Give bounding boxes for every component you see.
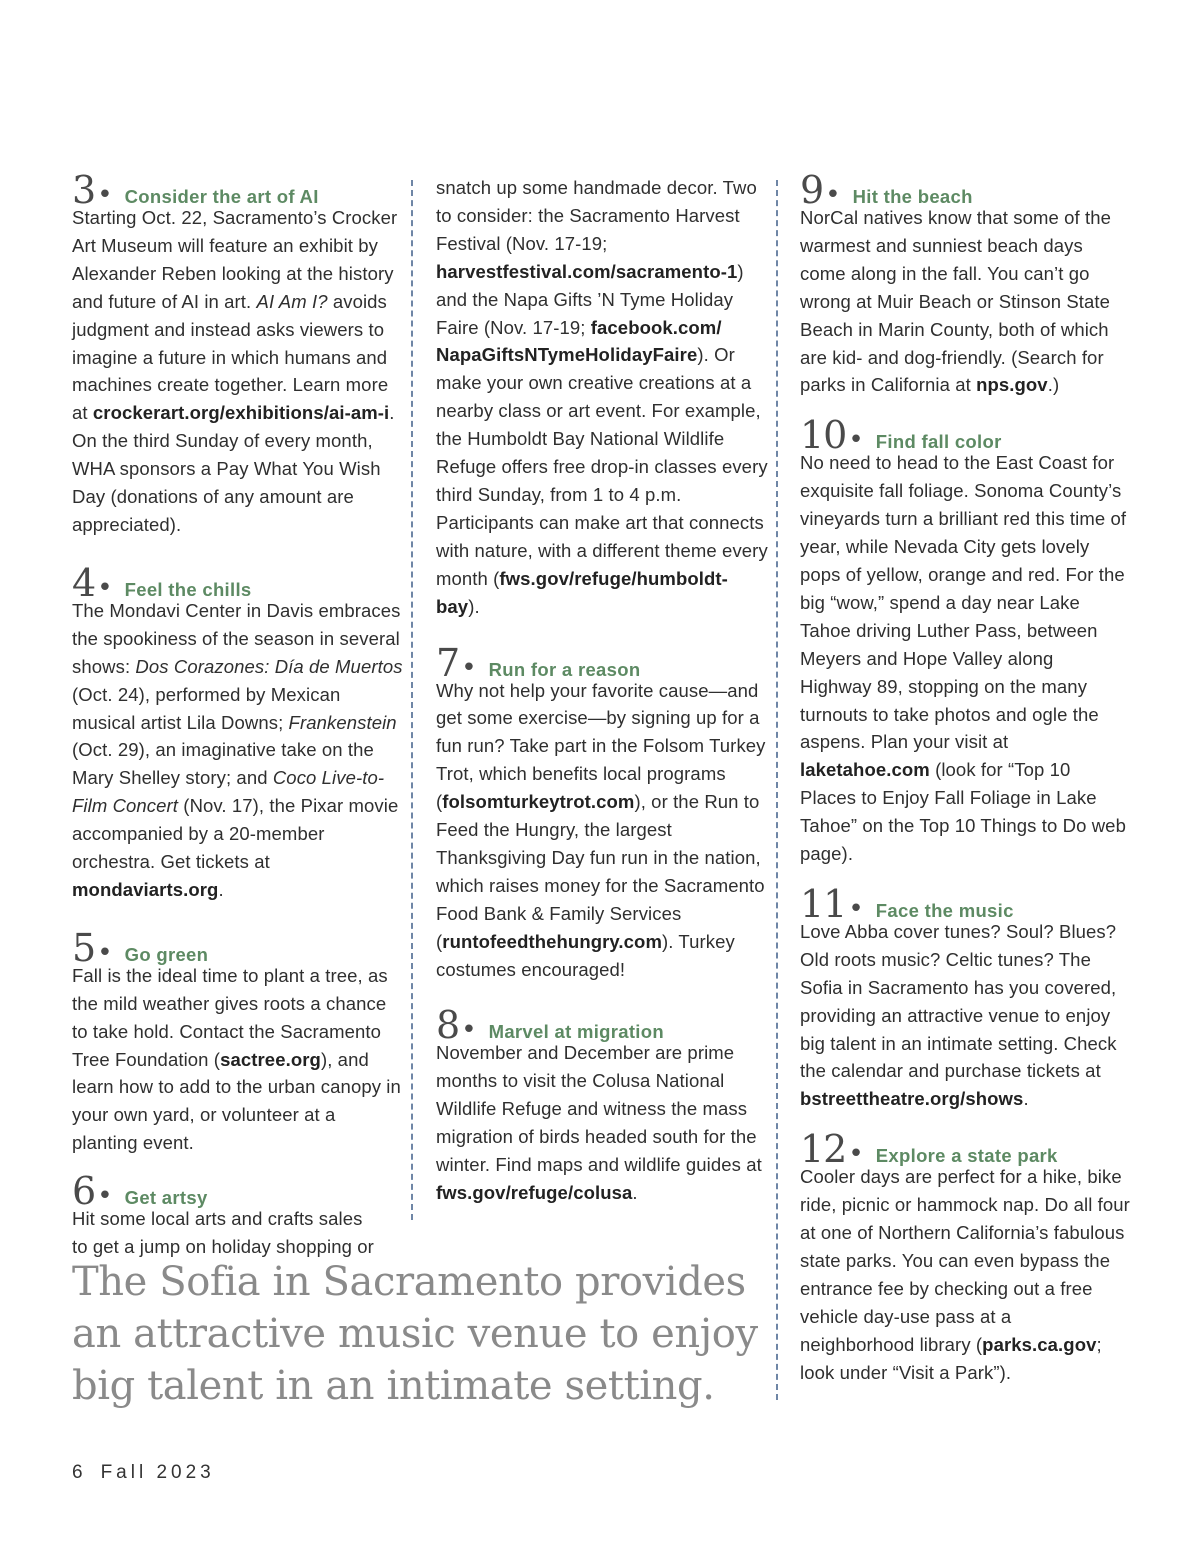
body-text: (Oct. 24), performed by Mexican musical artist Lila Downs; <box>72 683 341 733</box>
item-number: 12 <box>800 1127 847 1172</box>
column-3 <box>800 170 1130 1387</box>
web-link[interactable]: sactree.org <box>220 1048 321 1070</box>
body-text: Cooler days are perfect for a hike, bike ride, picnic or hammock nap. Do all four at one of Northern California’s fabulous state parks. You can even bypass the entrance fee by checking out a free vehicle day-use pass at a neighborhood library ( <box>800 1166 1130 1355</box>
web-link[interactable]: harvestfestival.com/sacramento-1 <box>436 260 738 282</box>
web-link[interactable]: laketahoe.com <box>800 759 930 781</box>
number-dot: • <box>848 1139 864 1170</box>
body-text: NorCal natives know that some of the warmest and sunniest beach days come along in the fall. You can’t go wrong at Muir Beach or Stinson State Beach in Marin County, both of which are kid- and dog-friendly. (Search for parks in California at <box>800 207 1112 396</box>
body-text: . <box>1023 1088 1029 1110</box>
show-title: Frankenstein <box>288 711 397 733</box>
number-dot: • <box>97 1181 113 1212</box>
item-12 <box>800 1129 1130 1386</box>
number-dot: • <box>848 425 864 456</box>
web-link[interactable]: runtofeedthehungry.com <box>442 930 663 952</box>
number-dot: • <box>97 572 113 603</box>
item-number: 9 <box>800 168 824 212</box>
item-4 <box>72 560 404 904</box>
item-body <box>72 597 404 904</box>
body-text: . <box>632 1182 638 1203</box>
body-text: (Nov. 17), the Pixar movie accompanied by a 20-member orchestra. Get tickets at <box>72 795 399 873</box>
body-text: .) <box>1047 374 1060 396</box>
item-body-start: Hit some local arts and crafts sales to get a jump on holiday shopping or <box>72 1208 374 1258</box>
item-body <box>72 204 404 539</box>
item-title: Run for a reason <box>488 658 641 680</box>
web-link[interactable]: fws.gov/refuge/colusa <box>436 1182 633 1203</box>
item-number: 8 <box>436 1003 460 1048</box>
number-dot: • <box>97 180 113 210</box>
item-body <box>436 1039 768 1206</box>
item-3 <box>72 170 404 539</box>
item-number: 4 <box>72 560 96 605</box>
body-text: ; look under “Visit a Park”). <box>800 1333 1102 1383</box>
body-text: November and December are prime months to visit the Colusa National Wildlife Refuge and witness the mass migration of birds headed south for the winter. Find maps and wildlife guides at <box>436 1042 762 1176</box>
item-title: Feel the chills <box>124 578 252 600</box>
column-divider <box>776 180 778 1400</box>
body-text: Why not help your favorite cause—and get some exercise—by signing up for a fun run? Take part in the Folsom Turkey Trot, which benefits local programs ( <box>436 679 766 813</box>
web-link[interactable]: parks.ca.gov <box>982 1333 1097 1355</box>
item-title: Marvel at migration <box>488 1021 664 1043</box>
item-9 <box>800 170 1130 399</box>
number-dot: • <box>825 180 841 210</box>
page-footer <box>72 1462 215 1484</box>
item-6-continued <box>436 174 768 621</box>
item-title: Get artsy <box>124 1187 208 1209</box>
body-text: Love Abba cover tunes? Soul? Blues? Old roots music? Celtic tunes? The Sofia in Sacramento has you covered, providing an attractive venue to enjoy big talent in an intimate setting. Check the calendar and purchase tickets at <box>800 920 1117 1082</box>
body-text: No need to head to the East Coast for exquisite fall foliage. Sonoma County’s vineyards turn a brilliant red this time of year, while Nevada City gets lovely pops of yellow, orange and red. For the big “wow,” spend a day near Lake Tahoe driving Luther Pass, between Meyers and Hope Valley along Highway 89, stopping on the many turnouts to take photos and ogle the aspens. Plan your visit at <box>800 452 1127 753</box>
item-8 <box>436 1005 768 1206</box>
issue-label: Fall 2023 <box>100 1462 215 1483</box>
show-title: Coco Live-to-Film Concert <box>72 767 385 817</box>
number-dot: • <box>461 652 477 683</box>
body-text: Fall is the ideal time to plant a tree, as the mild weather gives roots a chance to take hold. Contact the Sacramento Tree Foundation ( <box>72 964 388 1070</box>
item-number: 5 <box>72 925 96 970</box>
web-link[interactable]: facebook.com/ NapaGiftsNTymeHolidayFaire <box>436 316 722 366</box>
item-body: snatch up some handmade decor. Two to consider: the Sacramento Harvest Festival (Nov. 17-19; harvestfestival.com/sacramento-1) and the Napa Gifts ’N Tyme Holiday Faire (Nov. 17-19; facebook.com/ NapaGiftsNTymeHolidayFaire). Or make your own creative creations at a nearby class or art event. For example, the Humboldt Bay National Wildlife Refuge offers free drop-in classes every third Sunday, from 1 to 4 p.m. Participants can make art that connects with nature, with a different theme every month (fws.gov/refuge/humboldt-bay). <box>436 177 768 617</box>
number-dot: • <box>848 893 864 924</box>
item-title: Find fall color <box>875 431 1002 453</box>
item-number: 7 <box>436 640 460 685</box>
item-10 <box>800 415 1130 868</box>
web-link[interactable]: nps.gov <box>976 374 1048 396</box>
exhibit-title: AI Am I? <box>256 290 328 312</box>
column-1 <box>72 170 404 1261</box>
item-number: 3 <box>72 168 96 212</box>
item-title: Face the music <box>875 899 1014 921</box>
body-text: (look for “Top 10 Places to Enjoy Fall Foliage in Lake Tahoe” on the Top 10 Things to Do web page). <box>800 759 1126 865</box>
item-11 <box>800 881 1130 1113</box>
body-text: avoids judgment and instead asks viewers to imagine a future in which humans and machines create together. Learn more at <box>72 290 389 424</box>
item-title: Explore a state park <box>875 1145 1058 1167</box>
body-text: The Mondavi Center in Davis embraces the spookiness of the season in several shows: <box>72 599 401 677</box>
number-dot: • <box>97 937 113 968</box>
item-body <box>72 962 404 1157</box>
item-body <box>436 677 768 984</box>
web-link[interactable]: folsomturkeytrot.com <box>442 791 635 813</box>
page-number: 6 <box>72 1462 87 1483</box>
column-divider <box>411 180 413 1220</box>
item-number: 10 <box>800 413 847 458</box>
item-5 <box>72 925 404 1157</box>
pull-quote: The Sofia in Sacramento provides an attractive music venue to enjoy big talent in an intimate setting. <box>72 1259 758 1409</box>
body-text: ). <box>468 595 480 617</box>
web-link[interactable]: bstreettheatre.org/shows <box>800 1088 1024 1110</box>
body-text: . On the third Sunday of every month, WHA sponsors a Pay What You Wish Day (donations of any amount are appreciated). <box>72 402 395 535</box>
body-text: ). Or make your own creative creations at a nearby class or art event. For example, the Humboldt Bay National Wildlife Refuge offers free drop-in classes every third Sunday, from 1 to 4 p.m. Participants can make art that connects with nature, with a different theme every month ( <box>436 344 768 589</box>
item-title: Hit the beach <box>852 186 973 207</box>
web-link[interactable]: crockerart.org/exhibitions/ai-am-i <box>92 402 390 424</box>
item-6 <box>72 1171 404 1261</box>
item-number: 6 <box>72 1169 96 1214</box>
number-dot: • <box>461 1015 477 1046</box>
item-title: Go green <box>124 943 209 965</box>
body-text: (Oct. 29), an imaginative take on the Mary Shelley story; and <box>72 739 374 789</box>
item-body <box>800 918 1130 1113</box>
item-title: Consider the art of AI <box>124 186 319 207</box>
item-body <box>800 1163 1130 1386</box>
item-body <box>800 204 1130 399</box>
body-text: . <box>218 878 224 900</box>
body-text: ), and learn how to add to the urban canopy in your own yard, or volunteer at a planting event. <box>72 1048 401 1154</box>
column-2 <box>436 174 768 1207</box>
item-7 <box>436 640 768 984</box>
show-title: Dos Corazones: Día de Muertos <box>135 655 403 677</box>
web-link[interactable]: mondaviarts.org <box>72 878 219 900</box>
item-body <box>800 449 1130 868</box>
web-link[interactable]: fws.gov/refuge/humboldt-bay <box>436 567 728 617</box>
body-text: Starting Oct. 22, Sacramento’s Crocker Art Museum will feature an exhibit by Alexander Reben looking at the history and future of AI in art. <box>72 207 398 312</box>
item-number: 11 <box>800 881 847 926</box>
body-text: ), or the Run to Feed the Hungry, the largest Thanksgiving Day fun run in the nation, which raises money for the Sacramento Food Bank & Family Services ( <box>436 791 765 952</box>
body-text: ). Turkey costumes encouraged! <box>436 930 735 980</box>
